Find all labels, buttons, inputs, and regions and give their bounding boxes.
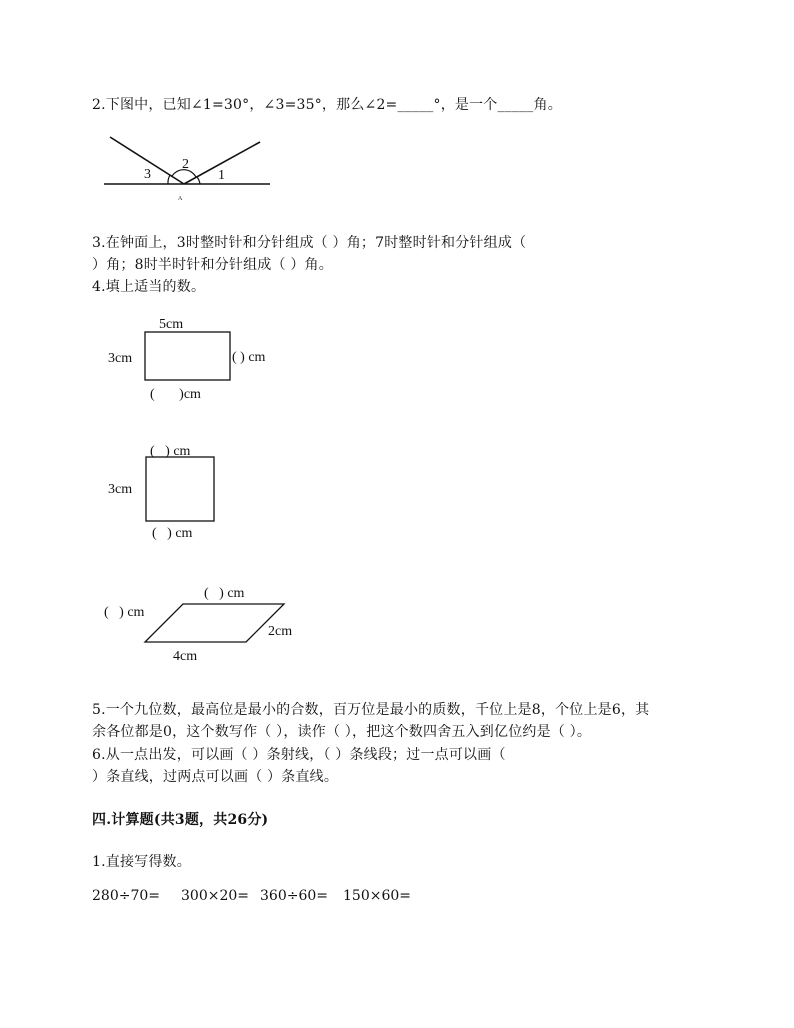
q3-line2: ）角；8时半时针和分针组成（ ）角。 [92,257,333,273]
vertex-label: A [178,196,183,202]
calc1-title: 1.直接写得数。 [92,854,191,870]
square-bottom-label: ( ) cm [152,526,193,541]
para-top-label: ( ) cm [204,586,245,601]
calc-item: 280÷70= [92,888,160,904]
q6-line1: 6.从一点出发，可以画（ ）条射线，（ ）条线段；过一点可以画（ [92,747,506,763]
parallelogram-shape [145,604,284,642]
q5-line1: 5.一个九位数，最高位是最小的合数，百万位是最小的质数，千位上是8，个位上是6，其 [92,702,650,718]
calc-item: 150×60= [343,888,411,904]
calc-item: 360÷60= [260,888,328,904]
square-top-label: ( ) cm [150,444,191,459]
para-left-label: ( ) cm [104,605,145,620]
angle-label-1: 1 [218,168,225,183]
square-shape [146,457,214,521]
q3-line1: 3.在钟面上，3时整时针和分针组成（ ）角；7时整时针和分针组成（ [92,235,527,251]
rectangle-shape [145,332,230,380]
q5-line2: 余各位都是0，这个数写作（ ），读作（ ），把这个数四舍五入到亿位约是（ ）。 [92,724,592,740]
angle-label-3: 3 [144,167,151,182]
rect-top-label: 5cm [159,317,184,332]
q4-title: 4.填上适当的数。 [92,279,206,295]
square-left-label: 3cm [108,482,133,497]
para-bottom-label: 4cm [173,649,198,664]
rect-left-label: 3cm [108,351,133,366]
rect-bottom-label: ( )cm [150,387,201,402]
rect-right-label: ( ) cm [232,350,266,365]
calc-item: 300×20= [181,888,249,904]
q2-text: 2.下图中，已知∠1=30°，∠3=35°，那么∠2=_____°，是一个_____角。 [92,97,562,113]
q6-line2: ）条直线，过两点可以画（ ）条直线。 [92,769,339,785]
section-4-title: 四.计算题(共3题，共26分) [92,812,269,828]
angle-label-2: 2 [182,157,189,172]
para-right-label: 2cm [268,624,293,639]
